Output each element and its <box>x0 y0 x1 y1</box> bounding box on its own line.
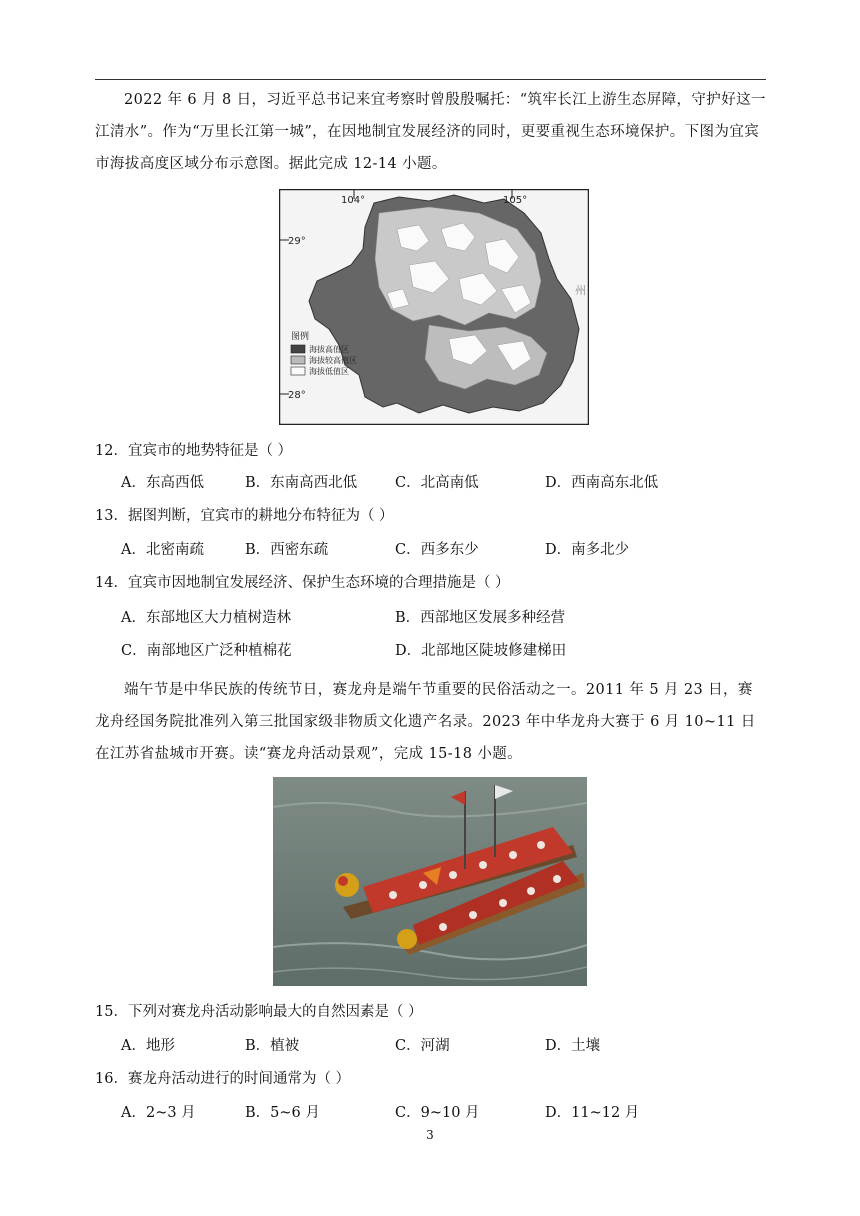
q15-option-c: C．河湖 <box>395 1038 450 1054</box>
q13-option-c: C．西多东少 <box>395 542 479 558</box>
header-rule <box>95 79 766 80</box>
question-16-stem: 16．赛龙舟活动进行的时间通常为（ ） <box>95 1071 351 1087</box>
question-14-stem: 14．宜宾市因地制宜发展经济、保护生态环境的合理措施是（ ） <box>95 575 510 591</box>
q12-option-b: B．东南高西北低 <box>245 475 358 491</box>
q12-option-a: A．东高西低 <box>121 475 204 491</box>
map-lon-right: 105° <box>503 195 528 206</box>
map-legend-high: 海拔高值区 <box>309 345 349 354</box>
map-lat-top: 29° <box>288 236 306 247</box>
q14-option-a: A．东部地区大力植树造林 <box>121 610 291 626</box>
q13-option-d: D．南多北少 <box>545 542 630 558</box>
map-legend-title: 图例 <box>291 332 310 342</box>
passage-dragon-boat: 端午节是中华民族的传统节日，赛龙舟是端午节重要的民俗活动之一。2011 年 5 月 23 日，赛龙舟经国务院批准列入第三批国家级非物质文化遗产名录。2023 年中华龙舟大赛于 6 月 10~11 日在江苏省盐城市开赛。读“赛龙舟活动景观”，完成 15-18 小题。 <box>95 682 756 762</box>
map-lat-bottom: 28° <box>288 390 306 401</box>
q13-option-b: B．西密东疏 <box>245 542 329 558</box>
q13-option-a: A．北密南疏 <box>121 542 204 558</box>
q14-option-b: B．西部地区发展多种经营 <box>395 610 566 626</box>
q14-option-d: D．北部地区陡坡修建梯田 <box>395 643 567 659</box>
q15-option-d: D．土壤 <box>545 1038 601 1054</box>
q12-option-c: C．北高南低 <box>395 475 479 491</box>
map-legend-mid: 海拔较高值区 <box>309 356 357 365</box>
page-number: 3 <box>426 1128 434 1142</box>
q12-option-d: D．西南高东北低 <box>545 475 659 491</box>
map-legend-low: 海拔低值区 <box>309 367 349 376</box>
dragon-boat-photo <box>273 777 587 986</box>
question-15-stem: 15．下列对赛龙舟活动影响最大的自然因素是（ ） <box>95 1004 423 1020</box>
yibin-elevation-map <box>279 189 589 425</box>
map-side-mark: 州 <box>575 284 586 297</box>
q15-option-b: B．植被 <box>245 1038 300 1054</box>
question-12-stem: 12．宜宾市的地势特征是（ ） <box>95 443 293 459</box>
q14-option-c: C．南部地区广泛种植棉花 <box>121 643 292 659</box>
q16-option-b: B．5~6 月 <box>245 1105 320 1121</box>
q15-option-a: A．地形 <box>121 1038 175 1054</box>
passage-yibin: 2022 年 6 月 8 日，习近平总书记来宜考察时曾殷殷嘱托：“筑牢长江上游生态屏障，守护好这一江清水”。作为“万里长江第一城”，在因地制宜发展经济的同时，更要重视生态环境保护。下图为宜宾市海拔高度区域分布示意图。据此完成 12-14 小题。 <box>95 92 766 172</box>
q16-option-d: D．11~12 月 <box>545 1105 640 1121</box>
map-lon-left: 104° <box>341 195 366 206</box>
q16-option-a: A．2~3 月 <box>121 1105 196 1121</box>
question-13-stem: 13．据图判断，宜宾市的耕地分布特征为（ ） <box>95 508 394 524</box>
q16-option-c: C．9~10 月 <box>395 1105 480 1121</box>
